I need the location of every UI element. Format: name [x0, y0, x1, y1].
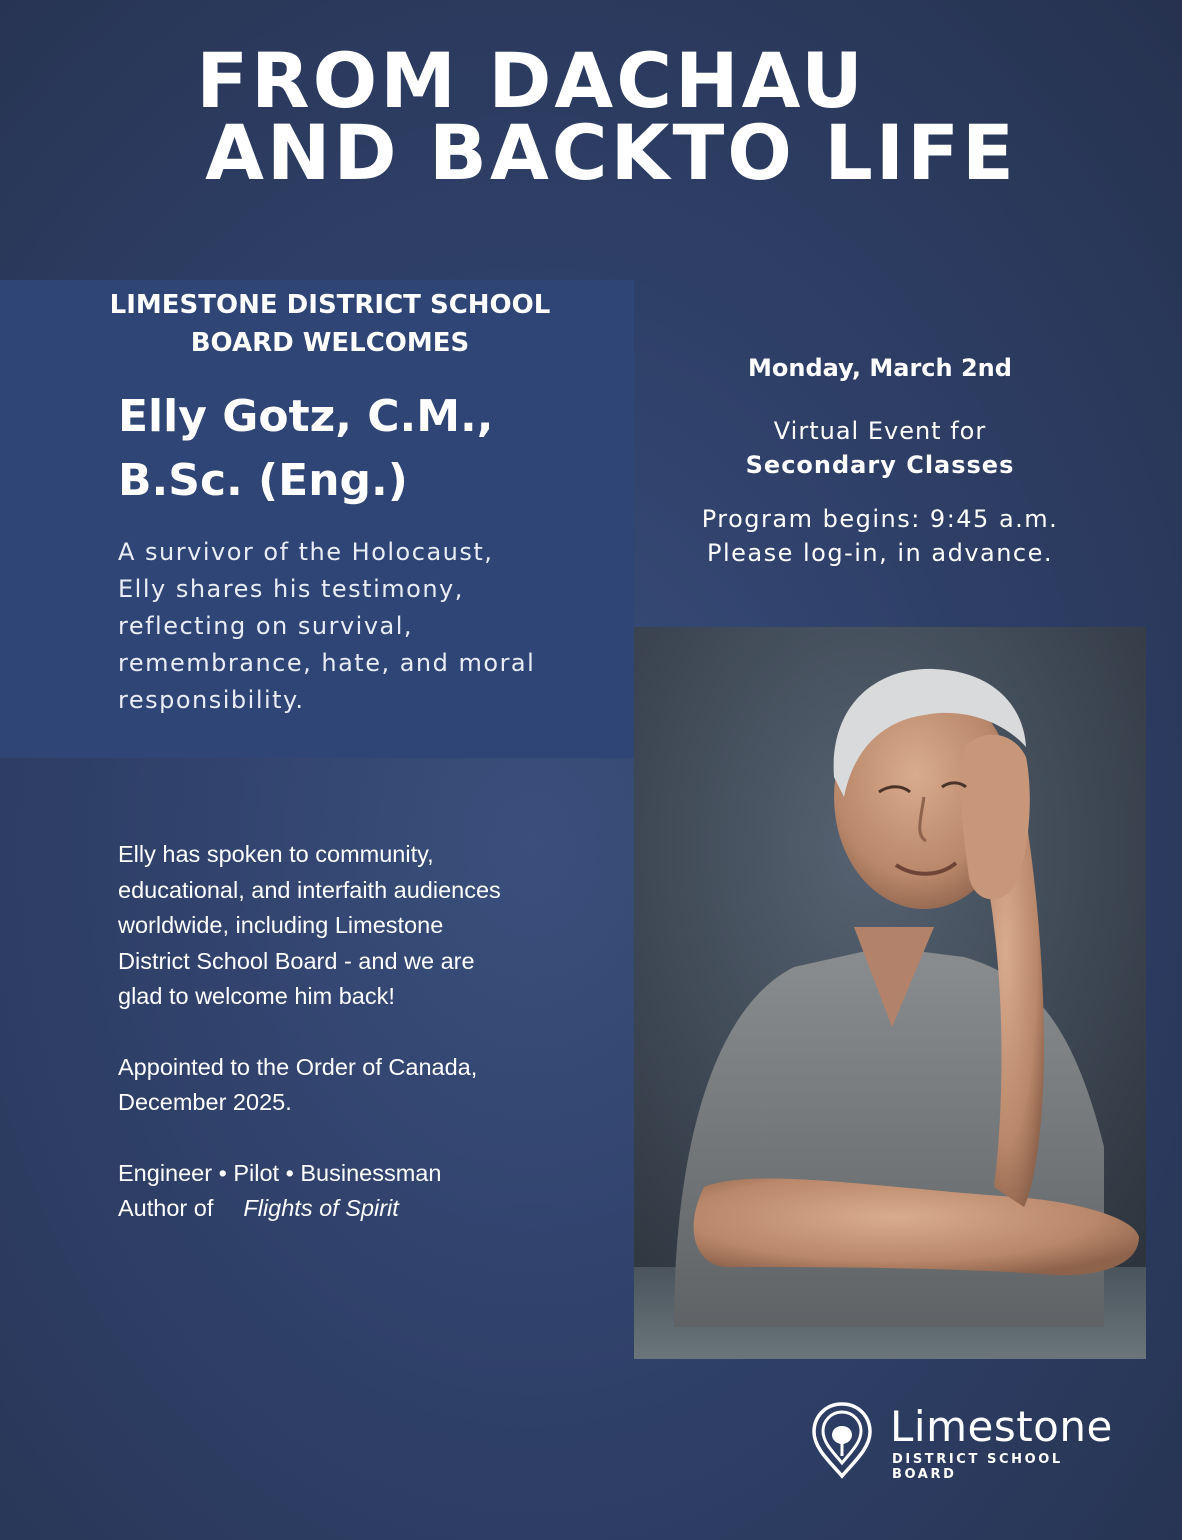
speaker-name — [118, 385, 493, 513]
book-title: Flights of Spirit — [243, 1195, 399, 1221]
event-info — [640, 345, 1120, 570]
welcome-line-1: LIMESTONE DISTRICT SCHOOL — [109, 290, 551, 320]
survivor-description — [118, 534, 618, 719]
bio-line: worldwide, including Limestone — [118, 912, 444, 938]
speaker-name-line-2: B.Sc. (Eng.) — [118, 455, 408, 506]
logo-subtitle: DISTRICT SCHOOL BOARD — [892, 1452, 1063, 1482]
bio-line: Elly has spoken to community, — [118, 841, 434, 867]
welcome-heading — [0, 286, 660, 362]
speaker-bio — [118, 837, 628, 1227]
bio-line: Appointed to the Order of Canada, — [118, 1053, 478, 1080]
event-type — [640, 414, 1120, 482]
event-type-line: Virtual Event for — [773, 417, 987, 445]
survivor-line: reflecting on survival, — [118, 612, 414, 640]
speaker-portrait — [634, 627, 1146, 1359]
bio-author-line — [118, 1191, 628, 1227]
bio-paragraph-2 — [118, 1050, 628, 1121]
logo-name: Limestone — [890, 1402, 1113, 1451]
survivor-line: remembrance, hate, and moral — [118, 649, 536, 677]
event-audience: Secondary Classes — [745, 451, 1015, 479]
welcome-line-2: BOARD WELCOMES — [190, 328, 470, 358]
poster-title — [0, 36, 1182, 197]
bio-line: December 2025. — [118, 1089, 292, 1115]
program-time — [640, 502, 1120, 570]
survivor-line: A survivor of the Holocaust, — [118, 538, 494, 566]
limestone-logo — [810, 1400, 1130, 1480]
survivor-line: responsibility. — [118, 686, 305, 714]
speaker-name-line-1: Elly Gotz, C.M., — [118, 391, 494, 442]
title-line-2: AND BACKTO LIFE — [205, 108, 1017, 197]
bio-line: educational, and interfaith audiences — [118, 876, 501, 903]
leaf-pin-icon — [810, 1400, 874, 1480]
bio-paragraph-1 — [118, 837, 628, 1015]
program-line-1: Program begins: 9:45 a.m. — [701, 505, 1059, 533]
event-date: Monday, March 2nd — [748, 354, 1012, 382]
title-line-1: FROM DACHAU — [196, 36, 866, 125]
bio-line: glad to welcome him back! — [118, 983, 395, 1009]
author-prefix: Author of — [118, 1195, 214, 1221]
bio-paragraph-3 — [118, 1156, 628, 1227]
bio-roles: Engineer • Pilot • Businessman — [118, 1159, 442, 1186]
program-line-2: Please log-in, in advance. — [706, 539, 1054, 567]
survivor-line: Elly shares his testimony, — [118, 575, 464, 603]
bio-line: District School Board - and we are — [118, 947, 475, 974]
